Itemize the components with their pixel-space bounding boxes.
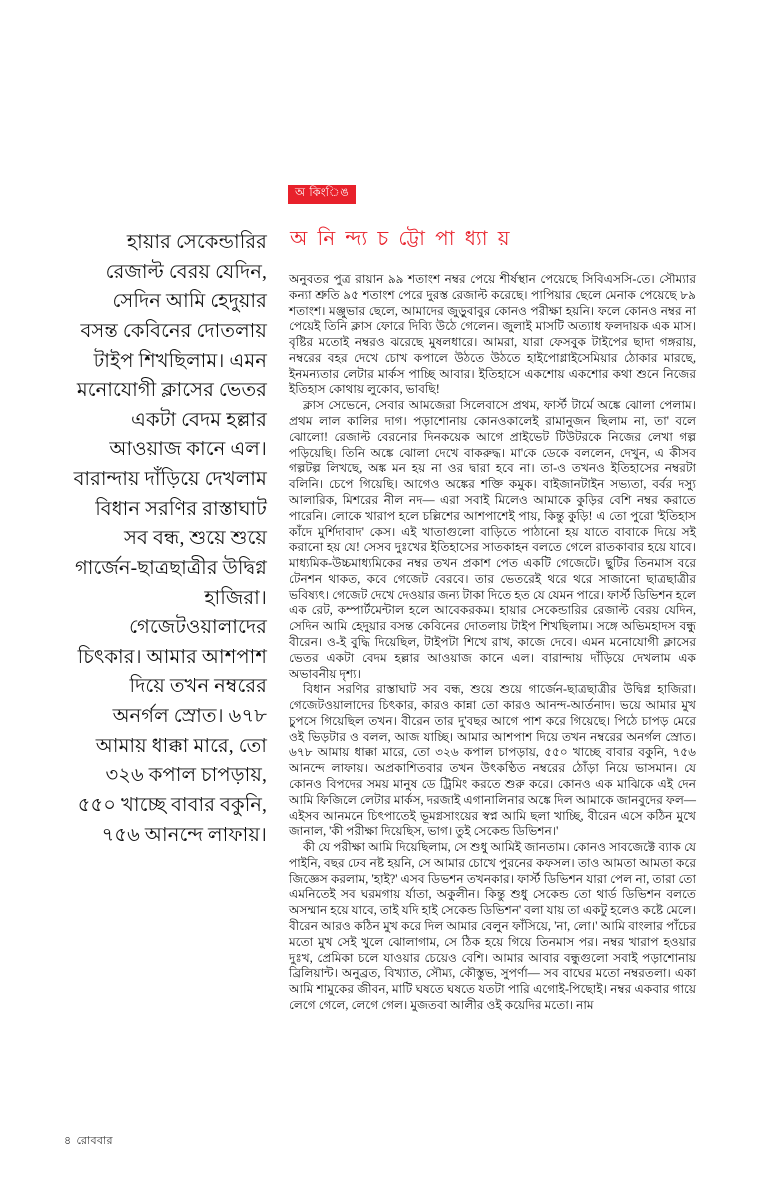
article-body [289,272,696,1014]
category-tag: অ কিংিঙ [288,185,356,204]
publication-name: রোববার [76,1135,113,1147]
author-byline: অ নি ন্দ্য চ ট্টো পা ধ্যা য় [290,228,513,250]
body-paragraph: অনুবতর পুত্র রায়ান ৯৯ শতাংশ নম্বর পেয়ে শীর্ষস্থান পেয়েছে সিবিএসসি-তে। সৌম্যার কন্যা শ্রুতি ৯৫ শতাংশ পেরে দুরস্ত রেজাল্ট করেছে। পাপিয়ার ছেলে মেনাক পেয়েছে ৮৯ শতাংশ। মঞ্জুভার ছেলে, আমাদের জুড়ুবাবুর কোনও পরীক্ষা হয়নি। ফলে কোনও নম্বর না পেয়েই তিনি ক্লাস ফোরে দিব্যি উঠে গেলেন। জুলাই মাসটি অত্যাধ ফলদায়ক এক মাস। বৃষ্টির মতোই নম্বরও ঝরেছে মুষলধারে। আমরা, যারা ফেসবুক টাইপের ছাদা গঙ্গরায়, নম্বরের বহর দেখে চোখ কপালে উঠতে উঠতে হাইপোগ্লাইসেমিয়ার ঠোকার মারছে, ইনমন্যতার লেটার মার্কস পাচ্ছি আবার। ইতিহাসে একশোয় একশোর কথা শুনে নিজের ইতিহাস কোথায় লুকোব, ভাবছি! [289,272,696,397]
body-paragraph: ক্লাস সেভেনে, সেবার আমজেরা সিলেবাসে প্রথম, ফার্স্ট টার্মে অঙ্কে ঝোলা পেলাম। প্রথম লাল কালির দাগ। পড়াশোনায় কোনওকালেই রামানুজন ছিলাম না, তা' বলে ঝোলো! রেজাল্ট বেরনোর দিনকয়েক আগে প্রাইভেট টিউটরকে নিজের লেখা গল্প পড়িয়েছি। তিনি অঙ্কে ঝোলা দেখে বাকরুদ্ধ। মা'কে ডেকে বললেন, দেখুন, এ কীসব গল্পটল্প লিখছে, অঙ্ক মন হয় না ওর দ্বারা হবে না। তা-ও তখনও ইতিহাসের নম্বরটা বলিনি। চেপে গিয়েছি। আগেও অঙ্কের শক্তি কমুক। বাইজানটাইন সভ্যতা, বর্বর দস্যু আলারিক, মিশরের নীল নদ— এরা সবাই মিলেও আমাকে কুড়ির বেশি নম্বর করাতে পারেনি। লোকে খারাপ হলে চল্লিশের আশপাশেই পায়, কিন্তু কুড়ি! এ তো পুরো 'ইতিহাস কাঁদে মুর্শিদাবাদ' কেস। এই খাতাগুলো বাড়িতে পাঠানো হয় যাতে বাবাকে দিয়ে সই করানো হয় যে! সেসব দুঃখের ইতিহাসের সাতকাহন বলতে গেলে রাতকাবার হয়ে যাবে। মাধ্যমিক-উচ্চমাধ্যমিকের নম্বর তখন প্রকাশ পেত একটি গেজেটে। ছুটির তিনমাস বরে টেনশন থাকত, কবে গেজেট বেরবে। তার ভেতরেই থরে থরে সাজানো ছাত্রছাত্রীর ভবিষ্যৎ। গেজেট দেখে দেওয়ার জন্য টাকা দিতে হত যে যেমন পারে। ফার্স্ট ডিভিশন হলে এক রেট, কম্পার্টমেন্টাল হলে আবেকরকম। হায়ার সেকেন্ডারির রেজাল্ট বেরয় যেদিন, সেদিন আমি হেদুয়ার বসন্ত কেবিনের দোতলায় টাইপ শিখছিলাম। সঙ্গে অভিমহাদস বন্ধু বীরেন। ও-ই বুদ্ধি দিয়েছিল, টাইপটা শিখে রাখ, কাজে দেবে। এমন মনোযোগী ক্লাসের ভেতর একটা বেদম হল্লার আওয়াজ কানে এল। বারান্দায় দাঁড়িয়ে দেখলাম এক অভাবনীয় দৃশ্য। [289,398,696,681]
pull-quote: হায়ার সেকেন্ডারির রেজাল্ট বেরয় যেদিন, সেদিন আমি হেদুয়ার বসন্ত কেবিনের দোতলায় টাইপ শিখছিলাম। এমন মনোযোগী ক্লাসের ভেতর একটা বেদম হল্লার আওয়াজ কানে এল। বারান্দায় দাঁড়িয়ে দেখলাম বিধান সরণির রাস্তাঘাট সব বন্ধ, শুয়ে শুয়ে গার্জেন-ছাত্রছাত্রীর উদ্বিগ্ন হাজিরা। গেজেটওয়ালাদের চিৎকার। আমার আশপাশ দিয়ে তখন নম্বরের অনর্গল স্রোত। ৬৭৮ আমায় ধাক্কা মারে, তো ৩২৬ কপাল চাপড়ায়, ৫৫০ খাচ্ছে বাবার বকুনি, ৭৫৬ আনন্দে লাফায়। [73,232,267,846]
body-paragraph: কী যে পরীক্ষা আমি দিয়েছিলাম, সে শুধু আমিই জানতাম। কোনও সাবজেক্টে ব্যাক যে পাইনি, বছর ঢেব নষ্ট হয়নি, সে আমার চোখে পুরনের কফসল। তাও আমতা আমতা করে জিজ্ঞেস করলাম, 'হাই?' এসব ডিভশন তখনকার। ফার্স্ট ডিভিশন যারা পেল না, তারা তো এমনিতেই সব ঘরমগায় র্যাতা, অকুলীন। কিন্তু শুধু সেকেন্ড তো থার্ড ডিভিশন বলতে অসম্মান হয়ে যাবে, তাই যদি হাই সেকেন্ড ডিভিশন' বলা যায় তা একটু হলেও কষ্টে মেলে। বীরেন আরও কঠিন মুখ করে দিল আমার বেলুন ফাঁসিয়ে, 'না, লো।' আমি বাংলার পাঁচের মতো মুখ সেই খুলে ঝোলাগাম, সে ঠিক হয়ে গিয়ে তিনমাস পর। নম্বর খারাপ হওয়ার দুঃখ, প্রেমিকা চলে যাওয়ার চেয়েও বেশি। আমার আবার বন্ধুগুলো সবাই পড়াশোনায় ব্রিলিয়ান্ট। অনুব্রত, বিখ্যাত, সৌম্য, কৌস্তুভ, সুপর্ণা— সব বাঘের মতো নম্বরতলা। একা আমি শামুকের জীবন, মাটি ঘষতে ঘষতে যতটা পারি এগোই-পিছোই। নম্বর একবার গায়ে লেগে গেলে, লেগে গেল। মুজতবা আলীর ওই কয়েদির মতো। নাম [289,840,696,1012]
page-footer [64,1132,113,1151]
body-paragraph: বিধান সরণির রাস্তাঘাট সব বন্ধ, শুয়ে শুয়ে গার্জেন-ছাত্রছাত্রীর উদ্বিগ্ন হাজিরা। গেজেটওয়ালাদের চিৎকার, কারও কান্না তো কারও আনন্দ-আর্তনাদ। ভয়ে আমার মুখ চুপসে গিয়েছিল তখন। বীরেন তার দু'বছর আগে পাশ করে গিয়েছে। পিঠে চাপড় মেরে ওই ভিড়টার ও বলল, আজ যাচ্ছি। আমার আশপাশ দিয়ে তখন নম্বরের অনর্গল স্রোত। ৬৭৮ আমায় ধাক্কা মারে, তো ৩২৬ কপাল চাপড়ায়, ৫৫০ খাচ্ছে বাবার বকুনি, ৭৫৬ আনন্দে লাফায়। অপ্রকাশিতবার তখন উৎকণ্ঠিত নম্বরের ঠোঁড়া নিয়ে ভাসমান। যে কোনও বিপদের সময় মানুষ ডে ট্রিমিং করতে শুরু করে। কোনও এক মাঝিকে এই দেন আমি ফিজিলে লেটার মার্কস, দরজাই এগানালিনার অঙ্কে দিল আমাকে জানবুদের ফল— এইসব আনমনে চিৎপাতেই ভূমগ্নসাংয়ের স্বপ্ন আমি ছলা খাচ্ছি, বীরেন এসে কঠিন মুখে জানাল, 'কী পরীক্ষা দিয়েছিস, ভাগ। তুই সেকেন্ড ডিভিশন।' [289,682,696,839]
page-number: ৪ [64,1135,72,1147]
